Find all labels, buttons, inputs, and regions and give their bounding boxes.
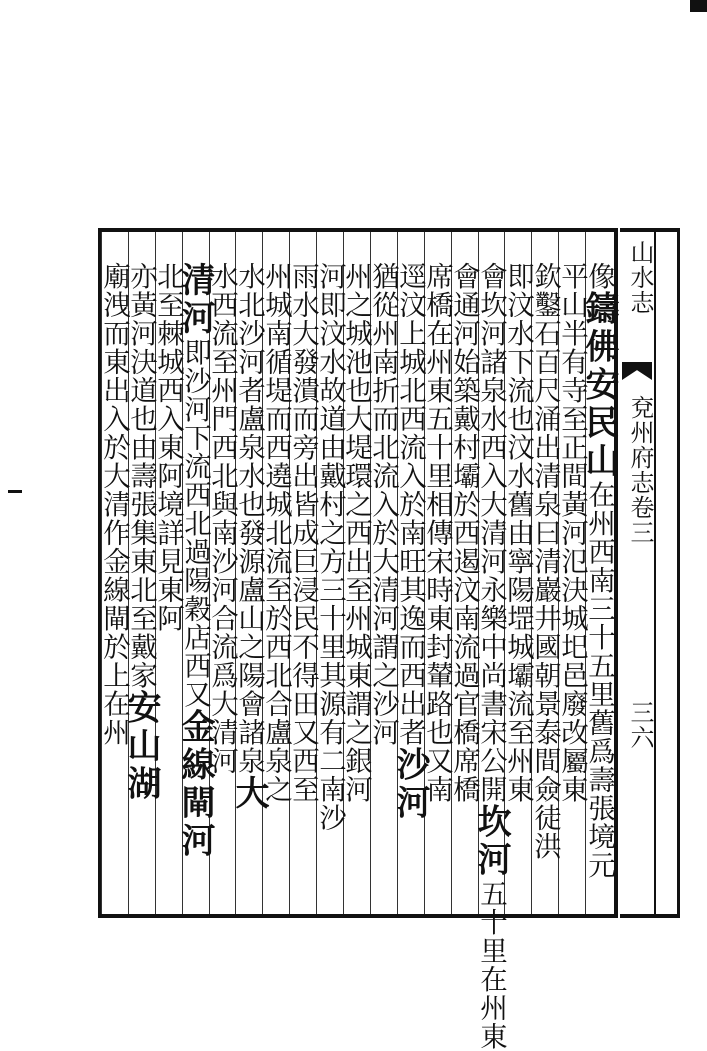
center-column-divider (654, 232, 656, 914)
body-text: 席橋在州東五十里相傳宋時東封輦路也又南 (421, 262, 453, 804)
body-text: 會通河始築戴村壩於西遏汶南流過官橋席橋 (448, 262, 480, 804)
body-text: 會坎河諸泉水西入大清河永樂中尚書宋公開 (475, 262, 507, 804)
body-text: 河即汶水故道由戴村之方三十里其源有二南沙 (314, 262, 346, 832)
body-text: 平山半有寺 (556, 262, 588, 405)
heading-text: 鑄佛 (579, 290, 619, 367)
center-column (620, 228, 680, 918)
heading-text: 清河 (175, 262, 215, 338)
body-text: 北至棘城西入東阿境詳見東阿 (152, 262, 184, 633)
body-text: 廟洩而東出入於大清作金線閘於上 (98, 262, 130, 690)
heading-text: 坎河 (471, 803, 511, 880)
body-text: 州之城池也大堤環之西出至州城東謂之銀河 (340, 262, 372, 804)
heading-text: 沙河 (390, 746, 430, 823)
page-edge-mark (690, 0, 707, 12)
center-column-title: 山水志 (626, 240, 654, 315)
body-text: 逕汶上城北西流入於南旺其逸而西出者 (394, 262, 426, 747)
heading-text: 金線閘河 (175, 708, 215, 861)
body-text: 欽鑿石百尺涌出清泉曰清巖井 (529, 262, 561, 633)
body-text: 亦黃河決道也由壽張集東北至戴家 (125, 262, 157, 690)
heading-text: 安山湖 (121, 689, 161, 804)
text-column (92, 262, 136, 912)
center-column-volume: 兗州府志卷三 (626, 395, 654, 545)
heading-text: 安民山 (579, 366, 619, 481)
body-text: 至正間黃河氾決城圯邑廢改屬東 (556, 404, 588, 804)
body-text: 即沙河下流西北過陽穀店西又 (179, 338, 211, 709)
body-text: 水北沙河者盧泉水也發源盧山之陽會諸泉 (233, 262, 265, 775)
fold-mark (8, 490, 22, 493)
body-text: 水西流至州門西北與南沙河合流爲大清河 (206, 262, 238, 775)
body-text: 國朝景泰間僉徒洪 (529, 632, 561, 861)
body-text: 猶從州南折而北流入於大清河謂之沙河 (367, 262, 399, 747)
body-text: 在州 (98, 689, 130, 747)
body-text: 五十里在州東 (475, 879, 507, 1051)
body-text: 州城南循堤而西遶城北流至於西北合盧泉之 (260, 262, 292, 804)
body-text: 即汶水下流也汶水舊由寧陽堽城壩流至州東 (502, 262, 534, 804)
body-text: 在州西南三十五里舊爲壽張境元 (583, 480, 615, 880)
body-text: 雨水大發潰而旁出皆成巨浸民不得田又西至 (287, 262, 319, 804)
heading-text: 大 (229, 775, 269, 813)
body-text: 像 (583, 262, 615, 291)
page-number: 三六 (626, 700, 654, 750)
